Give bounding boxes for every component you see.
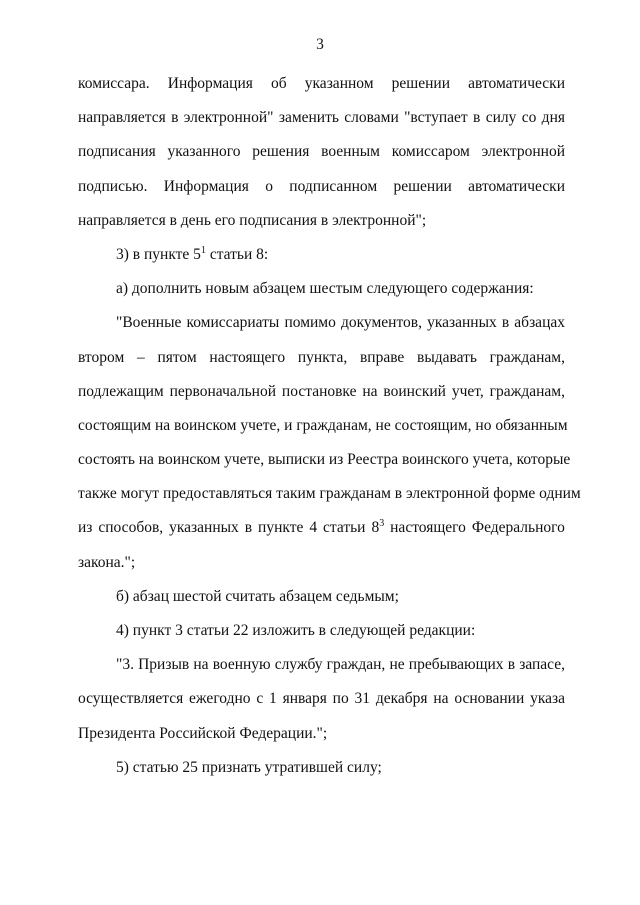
word: настоящего xyxy=(390,519,466,537)
text-fragment: 3) в пункте 5 xyxy=(116,245,201,263)
word: из xyxy=(78,519,93,537)
superscript: 1 xyxy=(200,244,206,256)
text-line: подписания указанного решения военным комиссаром электронной xyxy=(78,143,565,161)
document-body xyxy=(78,74,581,792)
text-line: Президента Российской Федерации."; xyxy=(78,724,328,742)
text-line: закона."; xyxy=(78,553,136,571)
text-line-with-superscript xyxy=(78,518,565,552)
page-number: 3 xyxy=(316,36,324,53)
text-line: "3. Призыв на военную службу граждан, не пребывающих в запасе, xyxy=(116,656,565,674)
word: способов, xyxy=(98,519,164,537)
paragraph-amendment-4: 4) пункт 3 статьи 22 изложить в следующей редакции: xyxy=(116,622,476,639)
text-line: направляется в день его подписания в электронной"; xyxy=(78,211,427,229)
text-fragment: статьи 8: xyxy=(205,245,269,263)
paragraph-subpoint-a: а) дополнить новым абзацем шестым следующего содержания: xyxy=(116,280,534,298)
text-line: состоящим на воинском учете, и гражданам, не состоящим, но обязанным xyxy=(78,416,568,434)
paragraph-amendment-5: 5) статью 25 признать утратившей силу; xyxy=(116,758,382,776)
word: Федерального xyxy=(471,519,565,537)
paragraph-amendment-3 xyxy=(78,245,565,279)
text-line: направляется в электронной" заменить словами "вступает в силу со дня xyxy=(78,109,565,127)
text-line: подписью. Информация о подписанном решении автоматически xyxy=(78,177,565,195)
text-line: "Военные комиссариаты помимо документов, указанных в абзацах xyxy=(116,314,565,332)
text-line: состоять на воинском учете, выписки из Реестра воинского учета, которые xyxy=(78,451,571,469)
word: пункте xyxy=(258,519,304,537)
word: указанных xyxy=(169,519,239,537)
word: в xyxy=(244,519,253,537)
text-line: подлежащим первоначальной постановке на воинский учет, гражданам, xyxy=(78,382,565,400)
text-line: втором – пятом настоящего пункта, вправе выдавать гражданам, xyxy=(78,348,565,366)
superscript: 3 xyxy=(379,518,385,530)
text-line: также могут предоставляться таким гражданам в электронной форме одним xyxy=(78,485,581,503)
text-line: комиссара. Информация об указанном решении автоматически xyxy=(78,75,565,92)
word: статьи xyxy=(323,519,366,537)
word: $8^3$ xyxy=(371,518,385,537)
paragraph-subpoint-b: б) абзац шестой считать абзацем седьмым; xyxy=(116,587,399,605)
text-line: осуществляется ежегодно с 1 января по 31 декабря на основании указа xyxy=(78,690,565,708)
word: 4 xyxy=(309,519,318,537)
